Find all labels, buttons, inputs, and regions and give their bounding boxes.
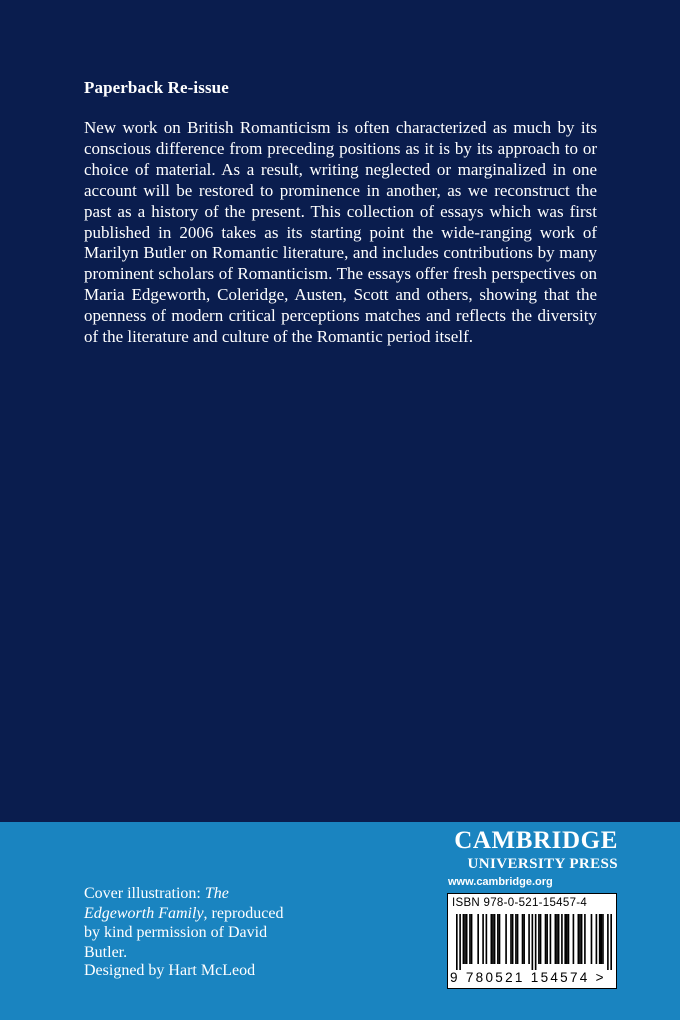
barcode-bar (522, 914, 524, 964)
barcode-bar (490, 914, 492, 964)
barcode-bar (566, 914, 568, 964)
barcode-bars (456, 914, 612, 970)
barcode-bar (601, 914, 603, 964)
barcode-bar (573, 914, 575, 964)
credit-suffix: , reproduced by kind permission of David Butler. (84, 904, 284, 961)
barcode-bar (550, 914, 552, 964)
barcode-bar (535, 914, 537, 970)
barcode-bar (456, 914, 458, 970)
barcode-bar (555, 914, 557, 964)
barcode-bar (464, 914, 466, 964)
barcode-bar (599, 914, 601, 964)
isbn-label: ISBN 978-0-521-15457-4 (452, 897, 588, 909)
barcode-bar (492, 914, 494, 964)
barcode-bar (584, 914, 586, 964)
cover-illustration-credit (84, 884, 284, 962)
book-description: New work on British Romanticism is often characterized as much by its conscious difference from preceding positions as it is by its approach to or choice of material. As a result, writing neglected or marginalized in one account will be restored to prominence in another, as we reconstruct the past as a history of the present. This collection of essays which was first published in 2006 takes as its starting point the wide-ranging work of Marilyn Butler on Romantic literature, and includes contributions by many prominent scholars of Romanticism. The essays offer fresh perspectives on Maria Edgeworth, Coleridge, Austen, Scott and others, showing that the openness of modern critical perceptions matches and reflects the diversity of the literature and culture of the Romantic period itself. (84, 118, 597, 347)
credit-title: The Edgeworth Family (84, 885, 229, 922)
barcode-bar (558, 914, 560, 964)
barcode-bar (568, 914, 570, 964)
barcode-bar (602, 914, 604, 964)
barcode-bar (515, 914, 517, 964)
barcode-bar (528, 914, 530, 964)
barcode-bar (532, 914, 534, 970)
barcode-bar (596, 914, 598, 964)
publisher-url: www.cambridge.org (448, 876, 553, 888)
barcode-bar (591, 914, 593, 964)
barcode-bar (561, 914, 563, 964)
barcode-bar (486, 914, 488, 964)
barcode-bar (459, 914, 461, 970)
publisher-name: CAMBRIDGE (454, 827, 618, 854)
barcode-panel (447, 893, 617, 989)
barcode-bar (517, 914, 519, 964)
credit-prefix: Cover illustration: (84, 885, 205, 902)
designer-credit: Designed by Hart McLeod (84, 962, 256, 979)
barcode-bar (469, 914, 471, 964)
barcode-bar (523, 914, 525, 964)
barcode-bar (482, 914, 484, 964)
barcode-bar (477, 914, 479, 964)
barcode-bar (538, 914, 540, 964)
barcode-bar (497, 914, 499, 964)
publisher-logo (446, 827, 618, 889)
barcode-bar (579, 914, 581, 964)
ean-digits: 9 780521 154574 > (450, 970, 606, 985)
barcode-bar (512, 914, 514, 964)
barcode-bar (540, 914, 542, 964)
publisher-subname: UNIVERSITY PRESS (467, 856, 618, 872)
barcode-bar (581, 914, 583, 964)
barcode-bar (610, 914, 612, 970)
barcode-bar (510, 914, 512, 964)
barcode-bar (494, 914, 496, 964)
barcode-bar (505, 914, 507, 964)
barcode-bar (556, 914, 558, 964)
barcode-bar (546, 914, 548, 964)
barcode-bar (499, 914, 501, 964)
barcode-bar (578, 914, 580, 964)
barcode-bar (564, 914, 566, 964)
barcode-bar (463, 914, 465, 964)
barcode-bar (545, 914, 547, 964)
barcode-bar (607, 914, 609, 970)
barcode-bar (471, 914, 473, 964)
barcode-bar (466, 914, 468, 964)
cover-heading: Paperback Re-issue (84, 78, 229, 97)
